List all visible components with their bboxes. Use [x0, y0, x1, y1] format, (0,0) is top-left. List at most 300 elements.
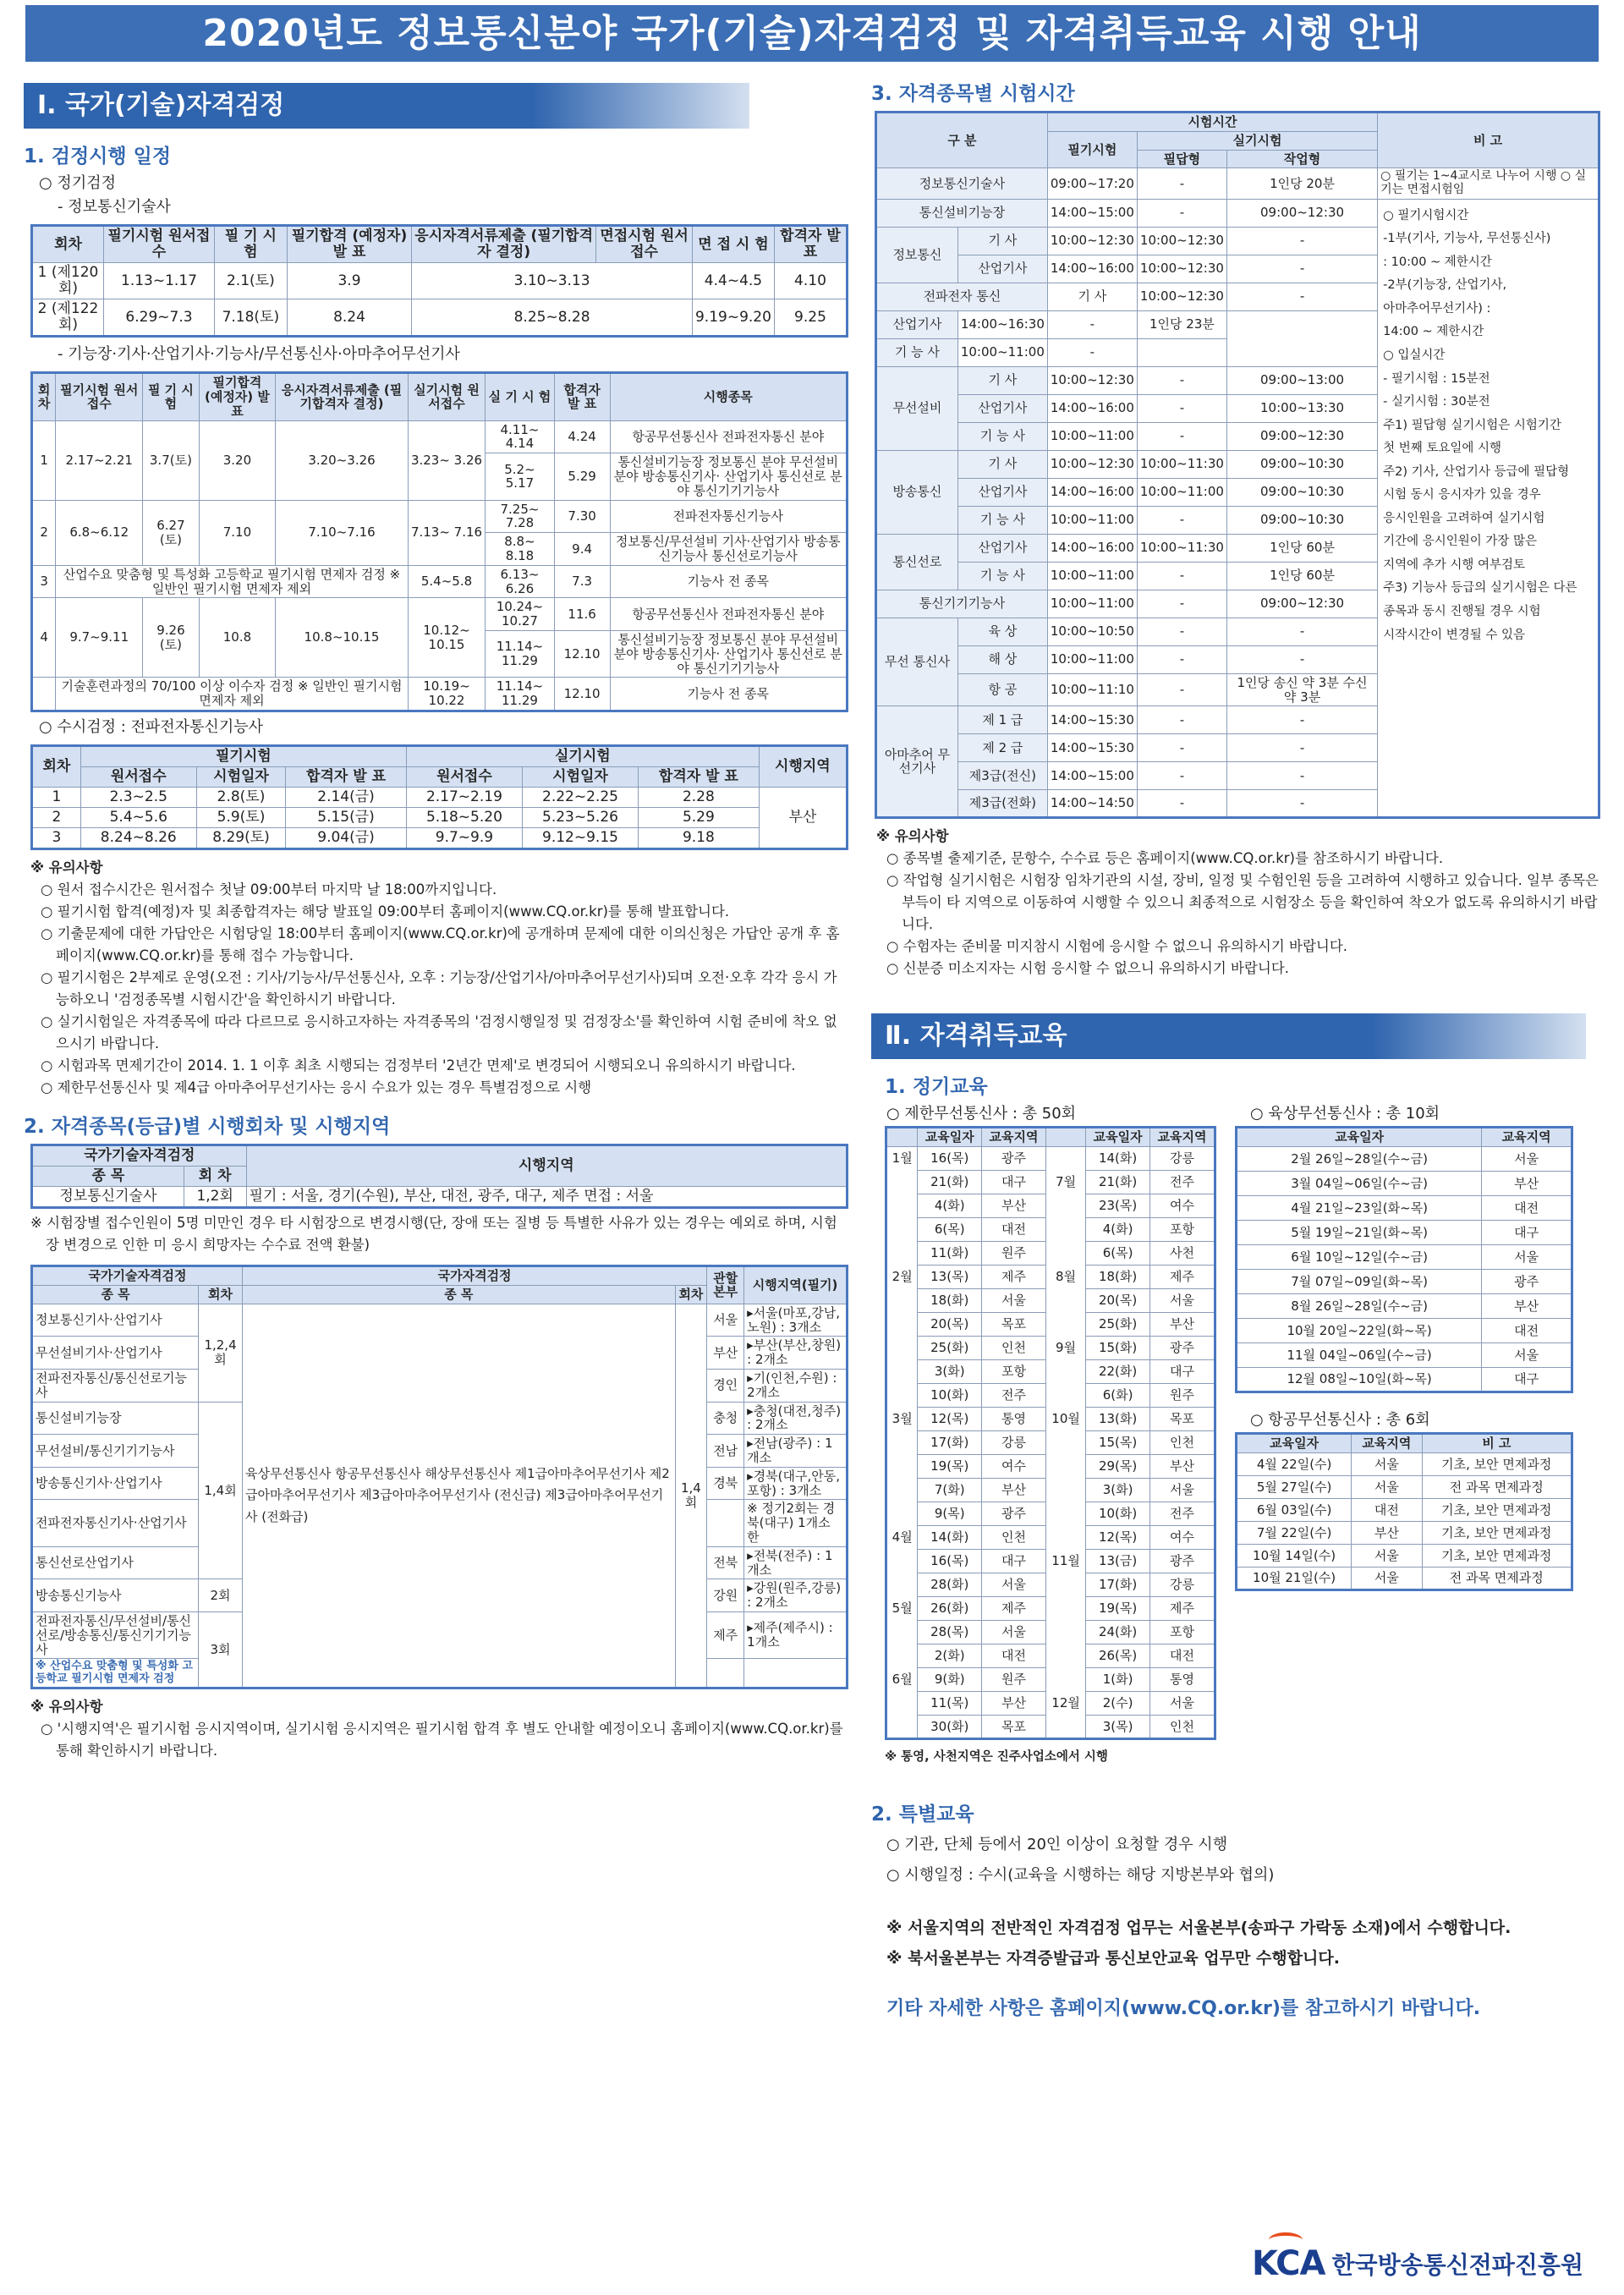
table-cell: 포항: [1150, 1218, 1215, 1242]
table-cell: 2: [32, 500, 56, 565]
table-cell: [886, 1644, 918, 1668]
table-cell: [1045, 1360, 1085, 1384]
occasional-table: [30, 744, 848, 850]
table-cell: -: [1137, 394, 1226, 422]
table-cell: ※ 정기2회는 경북(대구) 1개소 한: [744, 1500, 848, 1546]
table-cell: 기초, 보안 면제과정: [1422, 1544, 1572, 1567]
table-row: [32, 500, 848, 533]
region-note: ※ 시험장별 접수인원이 5명 미만인 경우 타 시험장으로 변경시행(단, 장애 또는 질병 등 특별한 사유가 있는 경우는 예외로 하며, 시험장 변경으로 인한 미 응시 희망자는 수수료 전액 환불): [30, 1215, 837, 1254]
table-row: [32, 808, 848, 828]
table-cell: [886, 1384, 918, 1408]
subsection-regular-edu: 1. 정기교육: [885, 1076, 988, 1099]
table-row: [886, 1668, 1215, 1692]
table-cell: 5.4~5.6: [80, 808, 196, 828]
table-cell: [886, 1171, 918, 1194]
table-cell: ▸강원(원주,강릉) : 2개소: [744, 1579, 848, 1612]
table-header-cell: 국가기술자격검정: [32, 1266, 243, 1286]
table-cell: 기능사 전 종목: [610, 678, 847, 711]
table-row: [876, 199, 1599, 227]
section-1-header: Ⅰ. 국가(기술)자격검정: [24, 83, 749, 129]
table-cell: 서울: [1352, 1544, 1422, 1567]
table-cell: 3: [32, 565, 56, 598]
other-label: - 기능장·기사·산업기사·기능사/무선통신사·아마추어무선기사: [58, 345, 460, 364]
table-cell: 15(화): [1086, 1337, 1150, 1360]
table-header-cell: 시험시간: [1047, 113, 1377, 132]
table-cell: 항 공: [957, 673, 1047, 706]
table-cell: 산업기사: [957, 394, 1047, 422]
table-cell: 10:00~11:00: [1047, 590, 1137, 618]
table-header-cell: 시험일자: [522, 766, 638, 787]
table-cell: 제주: [707, 1611, 744, 1658]
table-header-cell: 비 고: [1422, 1434, 1572, 1453]
table-header-cell: 교육지역: [1150, 1128, 1215, 1147]
table-header-cell: 필기시험: [80, 745, 406, 766]
table-cell: 10:00~13:30: [1226, 394, 1377, 422]
bold-note-1: ※ 서울지역의 전반적인 자격검정 업무는 서울본부(송파구 가락동 소재)에서 수행합니다.: [886, 1919, 1512, 1938]
table-cell: 부산: [707, 1337, 744, 1370]
table-cell: 1,2회: [184, 1187, 246, 1208]
table-row: [886, 1716, 1215, 1739]
table-row: [1237, 1221, 1572, 1245]
table-row: [886, 1526, 1215, 1550]
table-header-row: [32, 373, 848, 420]
table-cell: [886, 1431, 918, 1455]
table-cell: 3월: [886, 1408, 918, 1431]
table-cell: 산업기사: [876, 310, 958, 338]
table-cell: 29(목): [1086, 1455, 1150, 1479]
table-cell: 기 능 사: [876, 338, 958, 366]
table-cell: [886, 1692, 918, 1716]
table-cell: -: [1137, 562, 1226, 590]
table-cell: 3.10~3.13: [412, 263, 693, 299]
kca-mark: KCA: [1252, 2244, 1325, 2283]
note-item: ○ 필기시험 합격(예정)자 및 최종합격자는 해당 발표일 09:00부터 홈페이지(www.CQ.or.kr)를 통해 발표합니다.: [41, 903, 730, 920]
table-cell: 09:00~12:30: [1226, 199, 1377, 227]
table-cell: 아마추어 무선기사: [876, 706, 958, 818]
table-row: [886, 1550, 1215, 1573]
table-cell: 5월 19일~21일(화~목): [1237, 1221, 1482, 1245]
table-header-cell: 필 기 시 험: [143, 373, 199, 420]
table-row: [1237, 1319, 1572, 1343]
table-cell: [886, 1194, 918, 1218]
table-cell: [1045, 1147, 1085, 1171]
table-row: [32, 787, 848, 807]
table-cell: 강릉: [1150, 1573, 1215, 1597]
table-cell: 14:00~15:30: [1047, 706, 1137, 734]
table-cell: 2월: [886, 1266, 918, 1289]
table-cell: ▸전북(전주) : 1개소: [744, 1546, 848, 1579]
table-cell: 7.30: [554, 500, 610, 533]
table-cell: 여수: [982, 1455, 1046, 1479]
table-cell: 6.29~7.3: [104, 299, 215, 337]
table-cell: 20(목): [1086, 1289, 1150, 1313]
table-header-row: [32, 226, 848, 263]
table-cell: 제주: [1150, 1597, 1215, 1621]
table-row: [32, 263, 848, 299]
table-cell: 정보통신기술사: [876, 168, 1048, 199]
table-cell: 13(목): [918, 1266, 982, 1289]
table-cell: 제주: [982, 1266, 1046, 1289]
table-cell: [886, 1289, 918, 1313]
table-cell: 부산: [1150, 1455, 1215, 1479]
table-cell: 10:00~12:30: [1047, 450, 1137, 478]
table-row: [886, 1242, 1215, 1266]
table-cell: 8.24: [287, 299, 411, 337]
table-cell: 제주: [982, 1597, 1046, 1621]
table-cell: 6.8~6.12: [56, 500, 143, 565]
table-cell: [886, 1455, 918, 1479]
table-cell: 10(화): [918, 1384, 982, 1408]
table-cell: 6월: [886, 1668, 918, 1692]
table-cell: 통신설비기능장: [32, 1402, 199, 1435]
table-cell: 전 과목 면제과정: [1422, 1567, 1572, 1589]
table-row: [32, 828, 848, 849]
table-cell: [886, 1550, 918, 1573]
table-row: [1237, 1452, 1572, 1475]
table-cell: -: [1137, 199, 1226, 227]
table-cell: [886, 1242, 918, 1266]
table-cell: 필기 : 서울, 경기(수원), 부산, 대전, 광주, 대구, 제주 면접 : 서울: [246, 1187, 847, 1208]
table-cell: 대구: [1150, 1360, 1215, 1384]
table-cell: ○ 필기시험시간 -1부(기사, 기능사, 무선통신사) : 10:00 ~ 제한시간 -2부(기능장, 산업기사, 아마추어무선기사) : 14:00 ~ 제한시간 ○ 입실시간 - 필기시험 : 15분전 - 실기시험 : 30분전 주1) 필답형 실기시험은 시험기간 첫 번째 토요일에 시행 주2) 기사, 산업기사 등급에 필답형 시험 동시 응시자가 있을 경우 응시인원을 고려하여 실기시험 기간에 응시인원이 가장 많은 지역에 추가 시행 여부검토 주3) 기능사 등급의 실기시험은 다른 종목과 동시 진행될 경우 시험 시작시간이 변경될 수 있음: [1378, 199, 1599, 818]
table-cell: -: [1137, 618, 1226, 645]
table-cell: 1인당 송신 약 3분 수신 약 3분: [1226, 673, 1377, 706]
table-cell: 서울: [707, 1304, 744, 1337]
table-cell: 10.24~ 10.27: [486, 598, 554, 631]
table-cell: [1045, 1194, 1085, 1218]
table-cell: 광주: [1150, 1337, 1215, 1360]
bottom-notes-heading: ※ 유의사항: [30, 1699, 103, 1716]
table-cell: 10:00~12:30: [1137, 227, 1226, 255]
table-cell: [886, 1573, 918, 1597]
table-cell: 9.18: [639, 828, 760, 849]
table-cell: 14:00~16:00: [1047, 394, 1137, 422]
table-row: [1237, 1270, 1572, 1294]
table-cell: 무선설비: [876, 366, 958, 450]
table-row: [886, 1313, 1215, 1337]
table-cell: 09:00~12:30: [1226, 422, 1377, 450]
table-row: [32, 678, 848, 711]
table-cell: 19(목): [918, 1455, 982, 1479]
table-cell: -: [1137, 506, 1226, 534]
table-header-row: [32, 745, 848, 766]
table-header-cell: 필기합격 (예정자) 발 표: [287, 226, 411, 263]
table-header-cell: 회차: [675, 1285, 707, 1304]
table-cell: 10:00~10:50: [1047, 618, 1137, 645]
table-row: [886, 1266, 1215, 1289]
table-header-cell: 시험일자: [196, 766, 285, 787]
regular-exam-label: ○ 정기검정: [39, 174, 116, 192]
table-cell: 8.8~ 8.18: [486, 533, 554, 566]
table-cell: [1045, 1502, 1085, 1526]
table-cell: 9.04(금): [286, 828, 407, 849]
table-cell: 12.10: [554, 630, 610, 677]
table-cell: 7월 07일~09일(화~목): [1237, 1270, 1482, 1294]
table-cell: [886, 1218, 918, 1242]
table-cell: 전파전자통신/통신선로기능사: [32, 1369, 199, 1402]
table-cell: 전 과목 면제과정: [1422, 1475, 1572, 1498]
section-2-header: Ⅱ. 자격취득교육: [871, 1013, 1586, 1059]
table-cell: 3(화): [1086, 1479, 1150, 1502]
region-table-2: [30, 1265, 848, 1689]
kca-logo: [1252, 2244, 1583, 2283]
table-cell: 대구: [982, 1550, 1046, 1573]
table-cell: 12.10: [554, 678, 610, 711]
bold-note-2: ※ 북서울본부는 자격증발급과 통신보안교육 업무만 수행합니다.: [886, 1949, 1340, 1968]
table-cell: 광주: [982, 1147, 1046, 1171]
table-cell: 10:00~11:00: [957, 338, 1047, 366]
table-cell: 대전: [1482, 1196, 1572, 1221]
table-cell: 인천: [982, 1337, 1046, 1360]
table-cell: 2(수): [1086, 1692, 1150, 1716]
table-cell: 14:00~15:00: [1047, 762, 1137, 790]
table-cell: 20(목): [918, 1313, 982, 1337]
table-cell: 10:00~12:30: [1137, 283, 1226, 310]
table-cell: 산업기사: [957, 478, 1047, 506]
table-cell: 11.14~ 11.29: [486, 630, 554, 677]
table-cell: [707, 1500, 744, 1546]
table-cell: 5.2~ 5.17: [486, 453, 554, 500]
table-header-cell: 필 기 시 험: [214, 226, 287, 263]
table-cell: 목포: [982, 1716, 1046, 1739]
right-column: [871, 78, 1600, 2021]
table-header-cell: [1045, 1128, 1085, 1147]
table-cell: -: [1137, 645, 1226, 673]
limited-label: ○ 제한무선통신사 : 총 50회: [886, 1105, 1077, 1123]
table-cell: 부산: [1150, 1313, 1215, 1337]
table-cell: 여수: [1150, 1526, 1215, 1550]
table-cell: 2(화): [918, 1644, 982, 1668]
table-cell: [1045, 1644, 1085, 1668]
table-cell: 5.18~5.20: [406, 808, 522, 828]
table-row: [886, 1479, 1215, 1502]
table-header-cell: 필답형: [1137, 150, 1226, 168]
table-cell: [1045, 1526, 1085, 1550]
table-cell: 10:00~11:30: [1137, 450, 1226, 478]
table-header-cell: 시행지역: [246, 1145, 847, 1187]
table-cell: 2월 26일~28일(수~금): [1237, 1147, 1482, 1172]
table-row: [886, 1289, 1215, 1313]
table-cell: 통신설비기능장 정보통신 분야 무선설비 분야 방송통신기사· 산업기사 통신선로 분야 통신기기기능사: [610, 630, 847, 677]
table-cell: 2.8(토): [196, 787, 285, 807]
table-cell: ▸경북(대구,안동,포항) : 3개소: [744, 1467, 848, 1500]
table-cell: 부산: [982, 1194, 1046, 1218]
table-cell: 6.13~ 6.26: [486, 565, 554, 598]
table-cell: 원주: [982, 1668, 1046, 1692]
table-cell: 14:00~16:30: [957, 310, 1047, 338]
table-header-cell: 회차: [32, 745, 81, 787]
table-cell: 산업기사: [957, 534, 1047, 562]
table-cell: 제3급(전신): [957, 762, 1047, 790]
table-cell: 광주: [1482, 1270, 1572, 1294]
table-cell: -: [1226, 734, 1377, 762]
table-header-cell: 원서접수: [406, 766, 522, 787]
table-header-cell: 교육일자: [1086, 1128, 1150, 1147]
table-cell: 1인당 23분: [1137, 310, 1226, 338]
table-cell: 육 상: [957, 618, 1047, 645]
table-row: [32, 565, 848, 598]
table-cell: 10(화): [1086, 1502, 1150, 1526]
table-cell: 5월: [886, 1597, 918, 1621]
table-header-row: [1237, 1434, 1572, 1453]
table-cell: 9.7~9.11: [56, 598, 143, 678]
table-cell: 인천: [1150, 1716, 1215, 1739]
table-cell: [707, 1659, 744, 1688]
table-cell: 3.9: [287, 263, 411, 299]
table-cell: [886, 1716, 918, 1739]
table-header-cell: 필기시험 원서접수: [56, 373, 143, 420]
table-cell: 09:00~10:30: [1226, 450, 1377, 478]
table-cell: 정보통신: [876, 227, 958, 283]
table-cell: 10월 20일~22일(화~목): [1237, 1319, 1482, 1343]
table-cell: 기 능 사: [957, 562, 1047, 590]
land-table: [1235, 1126, 1573, 1393]
table-cell: 14:00~16:00: [1047, 255, 1137, 283]
table-cell: 9.7~9.9: [406, 828, 522, 849]
table-cell: 광주: [982, 1502, 1046, 1526]
table-cell: 25(화): [918, 1337, 982, 1360]
table-header-cell: 원서접수: [80, 766, 196, 787]
table-row: [886, 1337, 1215, 1360]
table-cell: 12월 08일~10일(화~목): [1237, 1368, 1482, 1392]
table-cell: 2.17~2.19: [406, 787, 522, 807]
table-header-cell: 합격자 발 표: [286, 766, 407, 787]
table-cell: ▸전남(광주) : 1개소: [744, 1435, 848, 1468]
table-cell: 여수: [1150, 1194, 1215, 1218]
table-cell: 17(화): [918, 1431, 982, 1455]
table-header-cell: 합격자 발 표: [554, 373, 610, 420]
table-cell: [886, 1337, 918, 1360]
table-cell: 통영: [982, 1408, 1046, 1431]
table-cell: [886, 1621, 918, 1644]
note-item: ○ 작업형 실기시험은 시험장 임차기관의 시설, 장비, 일정 및 수험인원 등을 고려하여 시행하고 있습니다. 일부 종목은 부득이 타 지역으로 이동하여 시행할 수 있으니 최종적으로 시험장소 등을 확인하여 착오가 없도록 유의하시기 바랍니다.: [886, 872, 1599, 933]
table-cell: 대전: [1352, 1498, 1422, 1521]
table-header-cell: 회차: [32, 373, 56, 420]
table-cell: 30(화): [918, 1716, 982, 1739]
table-cell: 3.20: [199, 420, 276, 500]
table-cell: 17(화): [1086, 1573, 1150, 1597]
table-header-cell: 종 목: [32, 1285, 199, 1304]
table-header-cell: 교육일자: [1237, 1434, 1352, 1453]
table-cell: 무선 통신사: [876, 618, 958, 706]
table-cell: 서울: [982, 1573, 1046, 1597]
table-cell: 8월: [1045, 1266, 1085, 1289]
table-cell: [744, 1659, 848, 1688]
table-cell: 4월 21일~23일(화~목): [1237, 1196, 1482, 1221]
table-cell: 11(목): [918, 1692, 982, 1716]
table-cell: 전북: [707, 1546, 744, 1579]
table-cell: 14:00~15:00: [1047, 199, 1137, 227]
table-cell: -: [1137, 422, 1226, 450]
note-item: ○ 제한무선통신사 및 제4급 아마추어무선기사는 응시 수요가 있는 경우 특별검정으로 시행: [41, 1079, 592, 1096]
table-cell: 경인: [707, 1369, 744, 1402]
table-cell: 육상무선통신사 항공무선통신사 해상무선통신사 제1급아마추어무선기사 제2급아마추어무선기사 제3급아마추어무선기사 (전신급) 제3급아마추어무선기사 (전화급): [242, 1304, 675, 1688]
table-cell: 전주: [1150, 1502, 1215, 1526]
table-cell: 11월 04일~06일(수~금): [1237, 1343, 1482, 1368]
table-cell: 11.6: [554, 598, 610, 631]
table-cell: 전파전자통신/무선설비/통신 선로/방송통신/통신기기기능사: [32, 1611, 199, 1658]
table-cell: 인천: [1150, 1431, 1215, 1455]
table-row: [1237, 1343, 1572, 1368]
table-cell: -: [1137, 168, 1226, 199]
table-cell: 정보통신기사·산업기사: [32, 1304, 199, 1337]
table-cell: 방송통신기사·산업기사: [32, 1467, 199, 1500]
table-cell: [1045, 1716, 1085, 1739]
table-row: [876, 168, 1599, 199]
notes-list: [30, 879, 848, 1099]
table-row: [1237, 1544, 1572, 1567]
table-cell: 원주: [982, 1242, 1046, 1266]
table-cell: 24(화): [1086, 1621, 1150, 1644]
table-header-cell: 국가자격검정: [242, 1266, 706, 1286]
table-cell: 전남: [707, 1435, 744, 1468]
table-cell: 2.28: [639, 787, 760, 807]
table-cell: 광주: [1150, 1550, 1215, 1573]
table-cell: 4.11~ 4.14: [486, 420, 554, 453]
table-cell: 3.20~3.26: [276, 420, 409, 500]
table-cell: [1045, 1573, 1085, 1597]
table-cell: 10.12~ 10.15: [408, 598, 485, 678]
table-cell: [1045, 1313, 1085, 1337]
table-cell: 기 사: [957, 366, 1047, 394]
table-cell: [1045, 1668, 1085, 1692]
table-cell: 12(목): [1086, 1526, 1150, 1550]
note-item: ○ 신분증 미소지자는 시험 응시할 수 없으니 유의하시기 바랍니다.: [886, 960, 1290, 977]
table-cell: 항공무선통신사 전파전자통신 분야: [610, 598, 847, 631]
table-cell: 4월 22일(수): [1237, 1452, 1352, 1475]
table-row: [886, 1431, 1215, 1455]
table-cell: ▸기(인천,수원) : 2개소: [744, 1369, 848, 1402]
table-cell: ○ 필기는 1~4교시로 나누어 시행 ○ 실기는 면접시험임: [1378, 168, 1599, 199]
table-cell: 통신설비기능장 정보통신 분야 무선설비 분야 방송통신기사· 산업기사 통신선로 분야 통신기기기능사: [610, 453, 847, 500]
table-cell: 대전: [982, 1218, 1046, 1242]
table-cell: [886, 1479, 918, 1502]
table-cell: 통영: [1150, 1668, 1215, 1692]
table-cell: 방송통신기능사: [32, 1579, 199, 1612]
table-header-row: [32, 766, 848, 787]
table-cell: 1,4회: [199, 1402, 243, 1579]
table-cell: 18(화): [1086, 1266, 1150, 1289]
table-cell: -: [1047, 310, 1137, 338]
bottom-note: ○ '시행지역'은 필기시험 응시지역이며, 실기시험 응시지역은 필기시험 합격 후 별도 안내할 예정이오니 홈페이지(www.CQ.or.kr)를 통해 확인하시기 바랍니다.: [41, 1721, 843, 1760]
table-cell: -: [1137, 762, 1226, 790]
table-cell: 23(목): [1086, 1194, 1150, 1218]
table-cell: 7월: [1045, 1171, 1085, 1194]
table-header-cell: 실기시험 원서접수: [408, 373, 485, 420]
table-cell: 10.8: [199, 598, 276, 678]
table-row: [1237, 1294, 1572, 1319]
table-row: [886, 1408, 1215, 1431]
table-cell: 경북: [707, 1467, 744, 1500]
table-cell: 5.29: [554, 453, 610, 500]
table-cell: 서울: [982, 1621, 1046, 1644]
table-header-row: [876, 113, 1599, 132]
table-cell: 10월 14일(수): [1237, 1544, 1352, 1567]
table-cell: 9.19~9.20: [692, 299, 774, 337]
table-row: [886, 1455, 1215, 1479]
table-header-cell: 면접시험 원서접수: [596, 226, 693, 263]
table-cell: 10:00~12:30: [1137, 255, 1226, 283]
table-cell: 7.10~7.16: [276, 500, 409, 565]
table-cell: ▸제주(제주시) : 1개소: [744, 1611, 848, 1658]
table-cell: 10:00~12:30: [1047, 366, 1137, 394]
special-line-1: ○ 기관, 단체 등에서 20인 이상이 요청할 경우 시행: [886, 1836, 1228, 1854]
table-cell: 목포: [1150, 1408, 1215, 1431]
table-row: [1237, 1245, 1572, 1270]
table-cell: 11.14~ 11.29: [486, 678, 554, 711]
table-cell: 09:00~13:00: [1226, 366, 1377, 394]
table-header-cell: 종 목: [242, 1285, 675, 1304]
